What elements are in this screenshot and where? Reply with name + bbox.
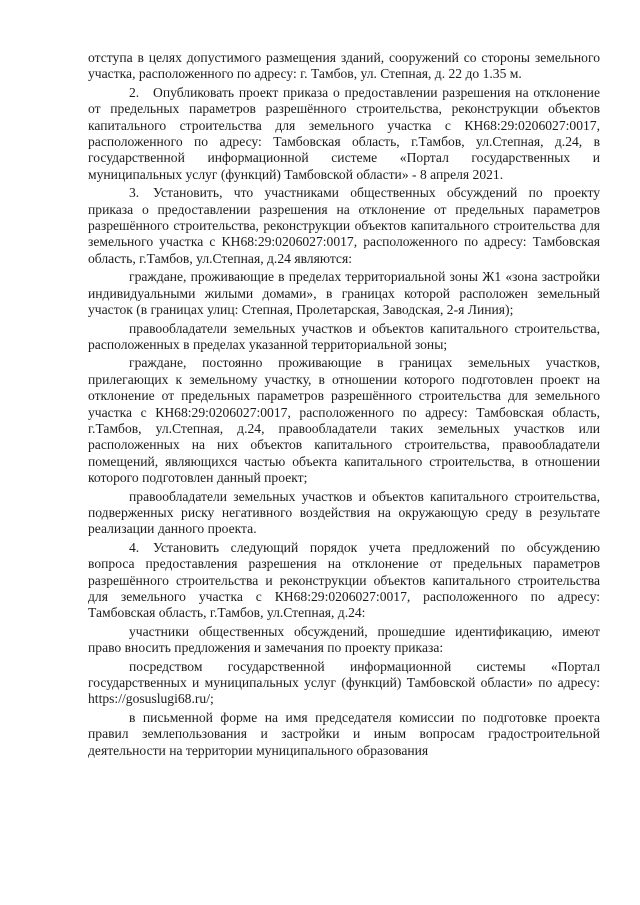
list-item-residents-zone: граждане, проживающие в пределах территориальной зоны Ж1 «зона застройки индивидуальными жилыми домами», в границах которой расположен земельный участок (в границах улиц: Степная, Пролетарская, Заводская, 2-я Линия); (88, 269, 600, 318)
list-item-portal-submission: посредством государственной информационной системы «Портал государственных и муниципальных услуг (функций) Тамбовской области» по адресу: https://gosuslugi68.ru/; (88, 658, 600, 707)
paragraph-text: Установить следующий порядок учета предложений по обсуждению вопроса предоставления разрешения на отклонение от предельных параметров разрешённого строительства и реконструкции объектов капитального строительства для земельного участка с КН68:29:0206027:0017, расположенного по адресу: Тамбовская область, г.Тамбов, ул.Степная, д.24: (88, 539, 600, 621)
paragraph-2-publish (88, 85, 600, 183)
paragraph-number: 2. (129, 84, 140, 100)
list-item-written-submission: в письменной форме на имя председателя комиссии по подготовке проекта правил землепользования и застройки и иным вопросам градостроительной деятельности на территории муниципального образования (88, 709, 600, 758)
document-page (88, 50, 600, 759)
paragraph-4-procedure (88, 540, 600, 622)
paragraph-identified-participants: участники общественных обсуждений, прошедшие идентификацию, имеют право вносить предложения и замечания по проекту приказа: (88, 623, 600, 656)
paragraph-number: 4. (129, 539, 140, 555)
list-item-adjacent-residents: граждане, постоянно проживающие в границах земельных участков, прилегающих к земельному участку, в отношении которого подготовлен проект на отклонение от предельных параметров разрешённого строительства для земельного участка с КН68:29:0206027:0017, расположенного по адресу: Тамбовская область, г.Тамбов, ул.Степная, д.24, правообладатели таких земельных участков или расположенных на них объектов капитального строительства, правообладатели помещений, являющихся частью объекта капитального строительства, в отношении которого подготовлен данный проект; (88, 355, 600, 486)
paragraph-setback-continuation: отступа в целях допустимого размещения зданий, сооружений со стороны земельного участка, расположенного по адресу: г. Тамбов, ул. Степная, д. 22 до 1.35 м. (88, 50, 600, 82)
paragraph-text: Опубликовать проект приказа о предоставлении разрешения на отклонение от предельных параметров разрешённого строительства, реконструкции объектов капитального строительства для земельного участка с КН68:29:0206027:0017, расположенного по адресу: Тамбовская область, г.Тамбов, ул.Степная, д.24, в государственной информационной системе «Портал государственных и муниципальных услуг (функций) Тамбовской области» - 8 апреля 2021. (88, 84, 600, 182)
paragraph-3-participants (88, 185, 600, 267)
list-item-rightholders-zone: правообладатели земельных участков и объектов капитального строительства, расположенных в пределах указанной территориальной зоны; (88, 320, 600, 352)
paragraph-text: Установить, что участниками общественных обсуждений по проекту приказа о предоставлении разрешения на отклонение от предельных параметров разрешённого строительства, реконструкции объектов капитального строительства для земельного участка с КН68:29:0206027:0017, расположенного по адресу: Тамбовская область, г.Тамбов, ул.Степная, д.24 являются: (88, 185, 600, 266)
list-item-risk-rightholders: правообладатели земельных участков и объектов капитального строительства, подверженных риску негативного воздействия на окружающую среду в результате реализации данного проекта. (88, 488, 600, 537)
paragraph-number: 3. (129, 185, 140, 201)
